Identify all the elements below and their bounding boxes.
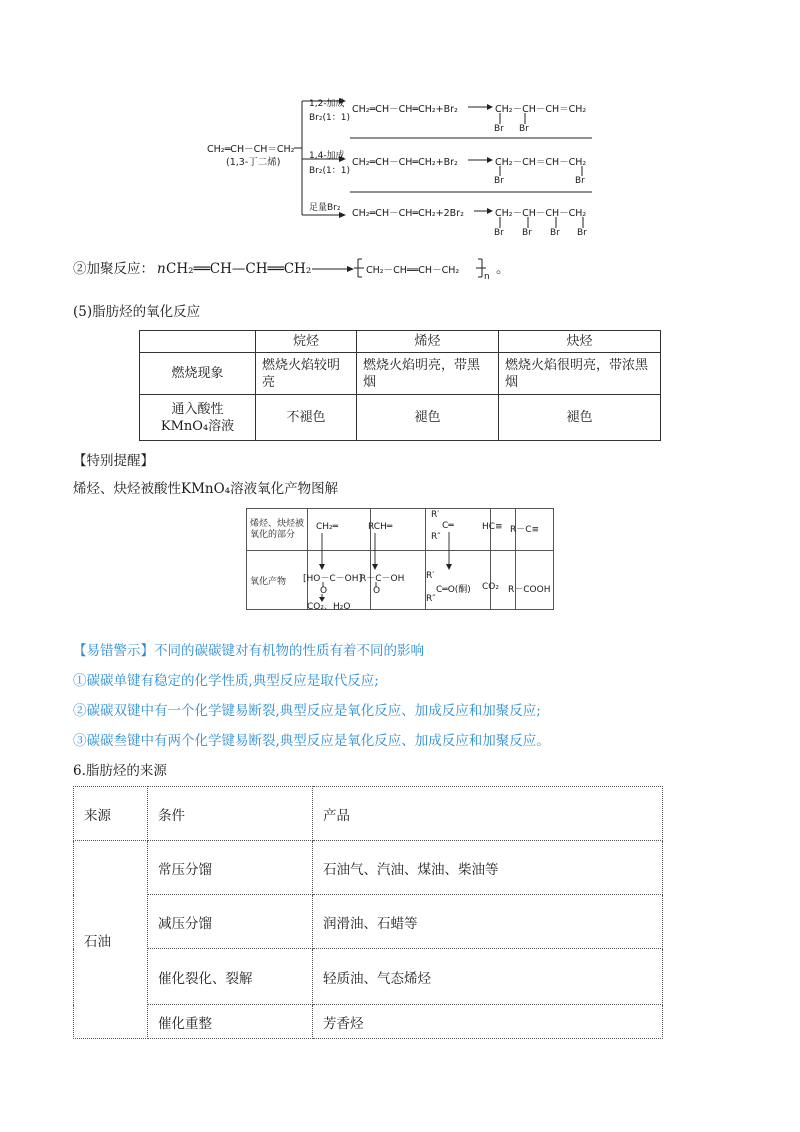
product-co2: CO₂ [482, 582, 499, 592]
branch2-condition-bottom: Br₂(1：1) [309, 166, 350, 176]
table-cell: 芳香烃 [313, 1005, 663, 1039]
branch1-condition-bottom: Br₂(1：1) [309, 113, 350, 123]
table-cell: 燃烧火焰很明亮，带浓黑烟 [499, 353, 661, 395]
table-header-cell: 条件 [148, 787, 313, 841]
polymer-product: CH₂－CH══CH－CH₂ [366, 265, 460, 276]
table-cell: 氧化产物 [247, 551, 308, 610]
branch2-br-1: Br [494, 176, 504, 186]
branch2-equation: CH₂═CH－CH═CH₂+Br₂ [352, 157, 458, 168]
special-note-line: 烯烃、炔烃被酸性KMnO₄溶液氧化产物图解 [73, 481, 339, 497]
table-cell: 燃烧火焰明亮，带黑烟 [357, 353, 499, 395]
table-header-row [140, 331, 661, 353]
table-header-cell: 产品 [313, 787, 663, 841]
table-header-cell: 烷烃 [256, 331, 357, 353]
table-cell: 石油气、汽油、煤油、柴油等 [313, 841, 663, 895]
polymer-n: n [157, 261, 166, 277]
table-row [140, 353, 661, 395]
sources-table [73, 786, 663, 1039]
branch1-equation: CH₂═CH－CH═CH₂+Br₂ [352, 104, 458, 115]
special-note-heading: 【特别提醒】 [73, 453, 154, 469]
polymer-reactant: CH₂══CH—CH══CH₂ [166, 261, 312, 277]
product-carbonic-acid: [HO－C－OH] [303, 574, 363, 584]
branch3-br-2: Br [522, 228, 532, 238]
part-r-dprime: R″ [431, 532, 441, 542]
table-cell: 烯烃、炔烃被氧化的部分 [247, 509, 308, 551]
table-header-cell: 炔烃 [499, 331, 661, 353]
branch2-br-2: Br [575, 176, 585, 186]
branch3-condition-top: 足量Br₂ [309, 203, 341, 213]
table-cell: 褪色 [499, 395, 661, 441]
table-row [140, 395, 661, 441]
part-ch2: CH₂═ [316, 522, 339, 532]
warning-item-1: ①碳碳单键有稳定的化学性质,典型反应是取代反应; [73, 673, 379, 689]
diene-reactant: CH₂═CH－CH＝CH₂ [207, 144, 295, 155]
table-cell: 燃烧火焰较明亮 [256, 353, 357, 395]
branch3-br-1: Br [494, 228, 504, 238]
table-row [74, 949, 663, 1005]
table-header-cell: 来源 [74, 787, 148, 841]
source-cell: 石油 [74, 841, 148, 1039]
polymer-period: 。 [496, 261, 510, 277]
table-row [74, 841, 663, 895]
table-header-cell: 烯烃 [357, 331, 499, 353]
warning-tag: 【易错警示】 [73, 643, 154, 659]
warning-item-2: ②碳碳双键中有一个化学键易断裂,典型反应是氧化反应、加成反应和加聚反应; [73, 703, 541, 719]
table-cell: 催化重整 [148, 1005, 313, 1039]
table-cell: 燃烧现象 [140, 353, 256, 395]
part-rch: RCH═ [368, 522, 393, 532]
part-c-double: C═ [442, 521, 454, 531]
warning-intro: 不同的碳碳键对有机物的性质有着不同的影响 [154, 643, 424, 659]
section5-title: (5)脂肪烃的氧化反应 [73, 304, 201, 320]
branch1-br-2: Br [519, 124, 529, 134]
branch2-condition-top: 1,4-加成 [309, 151, 345, 161]
polymer-label: ②加聚反应： [73, 261, 154, 277]
branch1-br-1: Br [494, 124, 504, 134]
table-cell: 催化裂化、裂解 [148, 949, 313, 1005]
branch3-equation: CH₂═CH－CH═CH₂+2Br₂ [352, 208, 464, 219]
table-row [74, 1005, 663, 1039]
branch1-product: CH₂－CH－CH＝CH₂ [495, 104, 587, 115]
product-carboxylic-o: O [373, 586, 381, 596]
table-header-cell [140, 331, 256, 353]
table-header-row [74, 787, 663, 841]
part-r-prime: R′ [431, 510, 440, 520]
table-cell: 常压分馏 [148, 841, 313, 895]
part-hc-triple: HC≡ [482, 522, 503, 532]
polymer-subscript-n: n [484, 272, 490, 282]
warning-item-3: ③碳碳叁键中有两个化学键易断裂,典型反应是氧化反应、加成反应和加聚反应。 [73, 733, 550, 749]
product-rcooh: R－COOH [508, 585, 551, 595]
part-rc-triple: R－C≡ [510, 525, 540, 535]
product-co2-h2o: CO₂、H₂O [307, 602, 351, 612]
table-cell: 褪色 [357, 395, 499, 441]
warning-intro-line [73, 641, 424, 661]
product-ketone: C═O(酮) [436, 585, 471, 595]
product-carboxylic-acid: R－C－OH [360, 574, 405, 584]
oxidation-product-diagram [246, 508, 554, 610]
oxidation-comparison-table [139, 330, 661, 441]
table-cell: 通入酸性KMnO₄溶液 [140, 395, 256, 441]
branch3-br-4: Br [577, 228, 587, 238]
branch3-product: CH₂－CH－CH－CH₂ [495, 208, 587, 219]
section6-title: 6.脂肪烃的来源 [73, 763, 167, 779]
table-cell: 润滑油、石蜡等 [313, 895, 663, 949]
table-row [74, 895, 663, 949]
branch2-product: CH₂－CH＝CH－CH₂ [495, 157, 587, 168]
diene-reactant-name: (1,3-丁二烯) [226, 157, 281, 168]
table-cell: 减压分馏 [148, 895, 313, 949]
branch1-condition-top: 1,2-加成 [309, 99, 345, 109]
branch3-br-3: Br [550, 228, 560, 238]
product-r-dprime: R″ [426, 594, 436, 604]
table-cell: 轻质油、气态烯烃 [313, 949, 663, 1005]
product-r-prime: R′ [426, 571, 435, 581]
table-cell: 不褪色 [256, 395, 357, 441]
product-carbonic-o: O [320, 586, 328, 596]
